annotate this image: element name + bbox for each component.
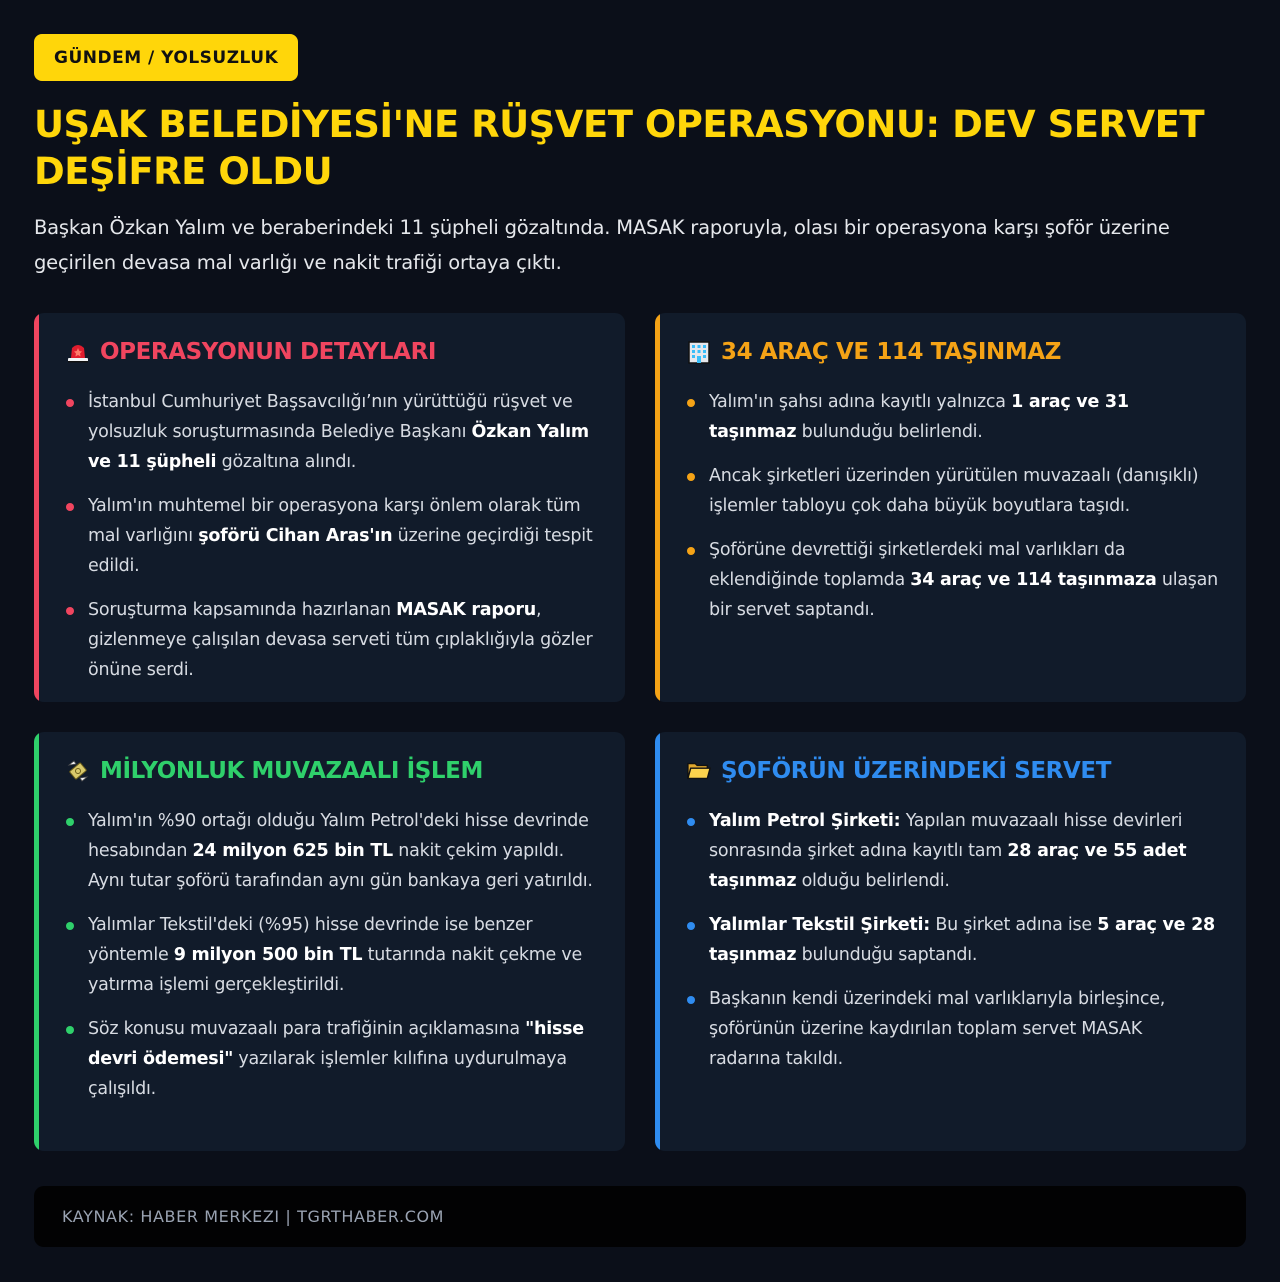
text: tutarında nakit çekme ve yatırma işlemi gerçekleştirildi. [88,945,582,995]
police-light-icon [66,340,90,364]
text: , gizlenmeye çalışılan devasa serveti tüm çıplaklığıyla gözler önüne serdi. [88,600,593,680]
highlight-text: şoförü Cihan Aras'ın [198,526,393,546]
text: Başkanın kendi üzerindeki mal varlıklarıyla birleşince, şoförünün üzerine kaydırılan toplam servet MASAK radarına takıldı. [709,989,1166,1069]
text: Yalımlar Tekstil'deki (%95) hisse devrinde ise benzer yöntemle [88,915,533,965]
text: bulunduğu saptandı. [796,945,978,965]
highlight-text: 9 milyon 500 bin TL [173,945,363,965]
card-title: MİLYONLUK MUVAZAALI İŞLEM [100,758,483,784]
list-item [66,491,597,581]
bullet-list [66,387,597,685]
list-item [66,595,597,685]
lead-paragraph: Başkan Özkan Yalım ve beraberindeki 11 şüpheli gözaltında. MASAK raporuyla, olası bir operasyona karşı şoför üzerine geçirilen devasa mal varlığı ve nakit trafiği ortaya çıktı. [34,216,1170,274]
text: nakit çekim yapıldı. Aynı tutar şoförü tarafından aynı gün bankaya geri yatırıldı. [88,841,593,891]
bullet-list [687,387,1218,625]
list-item [66,806,597,896]
highlight-text: 5 araç ve 28 taşınmaz [709,915,1215,965]
header [34,34,1246,280]
money-with-wings-icon [66,759,90,783]
text: üzerine geçirdiği tespit edildi. [88,526,593,576]
highlight-text: "hisse devri ödemesi" [88,1019,584,1069]
text: gözaltına alındı. [216,452,357,472]
card-title: 34 ARAÇ VE 114 TAŞINMAZ [721,339,1061,365]
highlight-text: Yalım Petrol Şirketi: [709,811,901,831]
card-title: ŞOFÖRÜN ÜZERİNDEKİ SERVET [721,758,1111,784]
highlight-text: Özkan Yalım ve 11 şüpheli [88,422,589,472]
text: Yalım'ın muhtemel bir operasyona karşı önlem olarak tüm mal varlığını [88,496,581,546]
list-item [687,535,1218,625]
bullet-list [687,806,1218,1074]
list-item [66,1014,597,1104]
card-assets-summary [655,313,1246,702]
card-grid [34,313,1246,1151]
text: bulunduğu belirlendi. [796,422,983,442]
text: Yalım'ın %90 ortağı olduğu Yalım Petrol'deki hisse devrinde hesabından [88,811,589,861]
text: Söz konusu muvazaalı para trafiğinin açıklamasına [88,1019,526,1039]
bullet-list [66,806,597,1104]
open-folder-icon [687,759,711,783]
highlight-text: 28 araç ve 55 adet taşınmaz [709,841,1187,891]
text: Bu şirket adına ise [930,915,1098,935]
highlight-text: Yalımlar Tekstil Şirketi: [709,915,931,935]
list-item [687,806,1218,896]
list-item [66,387,597,477]
text: Şoförüne devrettiği şirketlerdeki mal varlıkları da eklendiğinde toplamda [709,540,1126,590]
office-building-icon [687,340,711,364]
text: Yapılan muvazaalı hisse devirleri sonrasında şirket adına kayıtlı tam [709,811,1183,861]
category-badge: GÜNDEM / YOLSUZLUK [34,34,298,81]
highlight-text: 1 araç ve 31 taşınmaz [709,392,1129,442]
source-footer [34,1186,1246,1247]
card-title: OPERASYONUN DETAYLARI [100,339,437,365]
card-operation-details [34,313,625,702]
list-item [687,461,1218,521]
text: yazılarak işlemler kılıfına uydurulmaya çalışıldı. [88,1049,567,1099]
list-item [687,984,1218,1074]
text: Ancak şirketleri üzerinden yürütülen muvazaalı (danışıklı) işlemler tabloyu çok daha büyük boyutlara taşıdı. [709,466,1199,516]
card-collusive-transactions [34,732,625,1151]
highlight-text: 34 araç ve 114 taşınmaza [910,570,1157,590]
highlight-text: MASAK raporu [396,600,536,620]
text: Soruşturma kapsamında hazırlanan [88,600,397,620]
highlight-text: 24 milyon 625 bin TL [192,841,393,861]
list-item [66,910,597,1000]
text: Yalım'ın şahsı adına kayıtlı yalnızca [709,392,1012,412]
page-title: UŞAK BELEDİYESİ'NE RÜŞVET OPERASYONU: DEV SERVET DEŞİFRE OLDU [34,103,1205,193]
list-item [687,910,1218,970]
list-item [687,387,1218,447]
text: ulaşan bir servet saptandı. [709,570,1218,620]
text: olduğu belirlendi. [796,871,950,891]
card-driver-wealth [655,732,1246,1151]
text: İstanbul Cumhuriyet Başsavcılığı’nın yürüttüğü rüşvet ve yolsuzluk soruşturmasında Belediye Başkanı [88,392,573,442]
source-text: KAYNAK: HABER MERKEZI | TGRTHABER.COM [62,1207,445,1226]
